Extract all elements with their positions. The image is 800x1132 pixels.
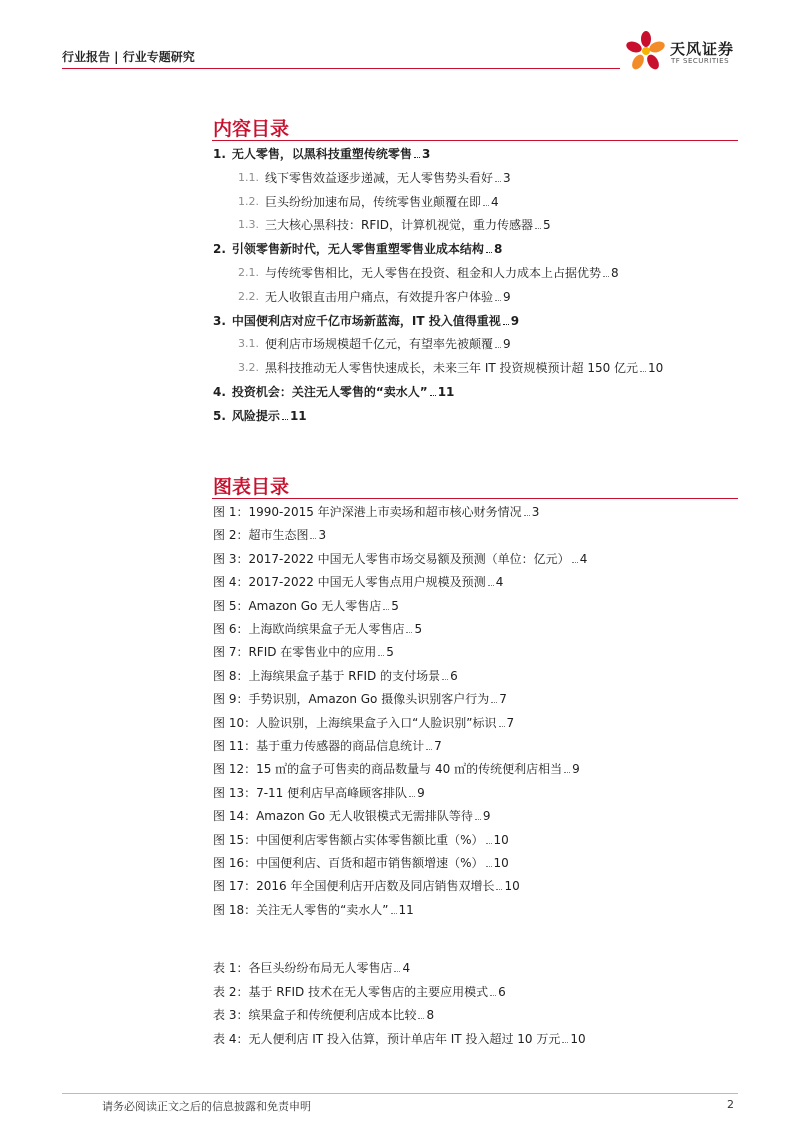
dot-leader (406, 632, 412, 633)
dot-leader (310, 538, 316, 539)
toc-entry-number: 5. (213, 408, 226, 423)
toc-entry-number: 2.2. (238, 289, 259, 303)
page-number: 2 (727, 1098, 734, 1111)
dot-leader (486, 843, 492, 844)
toc-entry-page: 7 (506, 715, 515, 730)
toc-entry-page: 9 (510, 313, 520, 328)
toc-entry-page: 10 (570, 1031, 586, 1046)
toc-entry-number: 1.1. (238, 170, 259, 184)
toc-entry-text: 无人零售，以黑科技重塑传统零售 (231, 147, 412, 161)
toc-entry-text: 中国便利店对应千亿市场新蓝海，IT 投入值得重视 (231, 313, 501, 328)
dot-leader (495, 300, 501, 301)
logo-flower-icon (624, 30, 668, 72)
toc-entry-page: 5 (391, 598, 399, 613)
dot-leader (572, 562, 578, 563)
dot-leader (490, 995, 496, 996)
company-logo (620, 28, 740, 72)
toc-entry-page: 5 (543, 218, 551, 233)
toc-entry-text: 三大核心黑科技：RFID，计算机视觉，重力传感器 (265, 218, 534, 233)
dot-leader (499, 726, 505, 727)
toc-entry-text: 图 3：2017-2022 中国无人零售市场交易额及预测（单位：亿元） (213, 551, 570, 566)
dot-leader (383, 609, 389, 610)
dot-leader (640, 371, 646, 372)
dot-leader (562, 1042, 568, 1043)
toc-entry-page: 3 (421, 147, 431, 161)
dot-leader (483, 205, 489, 206)
toc-entry-page: 9 (572, 762, 580, 777)
dot-leader (564, 772, 570, 773)
toc-entry-text: 便利店市场规模超千亿元，有望率先被颠覆 (265, 337, 494, 352)
toc-entry-text: 黑科技推动无人零售快速成长，未来三年 IT 投资规模预计超 150 亿元 (265, 361, 639, 376)
toc-entry-page: 3 (318, 528, 327, 543)
toc-entry-text: 投资机会：关注无人零售的“卖水人” (231, 385, 428, 399)
toc-entry-number: 2. (213, 242, 226, 257)
toc-entry-text: 表 3：缤果盒子和传统便利店成本比较 (213, 1008, 417, 1022)
toc-entry-page: 9 (503, 289, 511, 304)
toc-entry-text: 图 18：关注无人零售的“卖水人” (213, 902, 389, 917)
footer-divider (62, 1093, 738, 1094)
toc-entry-text: 图 14：Amazon Go 无人收银模式无需排队等待 (213, 809, 473, 824)
toc-entry-page: 9 (503, 337, 511, 352)
figures-title-rule (212, 498, 738, 499)
toc-entry-number: 1. (213, 147, 226, 161)
contents-title-rule (212, 140, 738, 141)
toc-entry-text: 表 4：无人便利店 IT 投入估算，预计单店年 IT 投入超过 10 万元 (213, 1031, 561, 1046)
toc-entry-page: 4 (402, 961, 411, 975)
toc-entry-text: 图 13：7-11 便利店早高峰顾客排队 (213, 785, 408, 800)
toc-entry-page: 3 (503, 170, 511, 185)
toc-entry-text: 与传统零售相比，无人零售在投资、租金和人力成本上占据优势 (265, 266, 602, 280)
toc-entry-page: 10 (648, 361, 664, 376)
breadcrumb: 行业报告 | 行业专题研究 (62, 50, 195, 64)
toc-entry-page: 4 (579, 551, 588, 566)
toc-entry-text: 风险提示 (231, 408, 280, 423)
toc-entry-page: 9 (417, 785, 425, 800)
toc-entry-page: 11 (437, 385, 455, 399)
dot-leader (418, 1018, 424, 1019)
toc-entry-text: 图 12：15 ㎡的盒子可售卖的商品数量与 40 ㎡的传统便利店相当 (213, 762, 563, 777)
dot-leader (409, 796, 415, 797)
disclaimer-note: 请务必阅读正文之后的信息披露和免责申明 (102, 1100, 311, 1113)
dot-leader (495, 347, 501, 348)
toc-entry-page: 8 (611, 266, 619, 280)
toc-entry-text: 图 17：2016 年全国便利店开店数及同店销售双增长 (213, 879, 495, 894)
dot-leader (282, 419, 288, 420)
contents-title: 内容目录 (213, 118, 290, 140)
toc-entry-text: 图 5：Amazon Go 无人零售店 (213, 598, 382, 613)
toc-entry-number: 3.1. (238, 337, 259, 351)
toc-entry-text: 线下零售效益逐步递减，无人零售势头看好 (265, 170, 494, 185)
dot-leader (495, 181, 501, 182)
dot-leader (496, 889, 502, 890)
toc-entry-page: 10 (493, 832, 509, 847)
toc-entry-number: 1.3. (238, 218, 259, 232)
toc-entry-page: 8 (493, 242, 503, 257)
toc-entry-text: 无人收银直击用户痛点，有效提升客户体验 (265, 289, 494, 304)
dot-leader (442, 679, 448, 680)
toc-entry-text: 图 4：2017-2022 中国无人零售点用户规模及预测 (213, 575, 486, 590)
toc-entry-page: 11 (289, 408, 307, 423)
toc-entry-text: 巨头纷纷加速布局，传统零售业颠覆在即 (265, 194, 482, 209)
dot-leader (475, 819, 481, 820)
dot-leader (535, 228, 541, 229)
dot-leader (394, 971, 400, 972)
dot-leader (503, 324, 509, 325)
logo-chinese-name: 天风证券 (670, 40, 735, 58)
toc-entry-page: 11 (398, 902, 414, 917)
toc-entry-text: 图 11：基于重力传感器的商品信息统计 (213, 739, 425, 753)
dot-leader (414, 157, 420, 158)
toc-entry-page: 6 (498, 984, 506, 999)
toc-entry-text: 图 2：超市生态图 (213, 528, 309, 543)
toc-entry-number: 2.1. (238, 266, 259, 279)
dot-leader (486, 252, 492, 253)
dot-leader (486, 866, 492, 867)
toc-entry-page: 6 (450, 668, 458, 683)
figures-title: 图表目录 (213, 476, 290, 498)
toc-entry-page: 8 (426, 1008, 435, 1022)
toc-entry-text: 图 9：手势识别，Amazon Go 摄像头识别客户行为 (213, 692, 490, 707)
toc-entry-page: 10 (504, 879, 520, 894)
toc-entry-text: 图 8：上海缤果盒子基于 RFID 的支付场景 (213, 668, 441, 683)
toc-entry-text: 图 10：人脸识别，上海缤果盒子入口“人脸识别”标识 (213, 715, 497, 730)
dot-leader (430, 395, 436, 396)
dot-leader (426, 749, 432, 750)
toc-entry-text: 图 6：上海欧尚缤果盒子无人零售店 (213, 622, 405, 636)
toc-entry-text: 图 15：中国便利店零售额占实体零售额比重（%） (213, 832, 484, 847)
dot-leader (378, 655, 384, 656)
toc-entry-page: 9 (482, 809, 491, 824)
dot-leader (391, 913, 397, 914)
toc-entry-page: 5 (386, 645, 394, 660)
toc-entry-page: 10 (493, 856, 509, 870)
toc-entry-page: 7 (434, 739, 442, 753)
logo-english-name: TF SECURITIES (671, 57, 730, 65)
toc-entry-page: 3 (531, 505, 540, 519)
dot-leader (603, 276, 609, 277)
toc-entry-number: 3.2. (238, 361, 259, 375)
dot-leader (491, 702, 497, 703)
toc-entry-number: 4. (213, 385, 226, 399)
dot-leader (488, 585, 494, 586)
toc-entry-number: 1.2. (238, 194, 259, 208)
toc-entry-page: 4 (495, 575, 504, 590)
toc-entry-text: 图 1：1990-2015 年沪深港上市卖场和超市核心财务情况 (213, 505, 522, 519)
toc-entry-text: 引领零售新时代，无人零售重塑零售业成本结构 (231, 242, 484, 257)
toc-entry-text: 表 2：基于 RFID 技术在无人零售店的主要应用模式 (213, 984, 489, 999)
toc-entry-text: 图 7：RFID 在零售业中的应用 (213, 645, 377, 660)
toc-entry-page: 5 (414, 622, 423, 636)
toc-entry-text: 图 16：中国便利店、百货和超市销售额增速（%） (213, 856, 484, 870)
toc-entry-page: 7 (499, 692, 507, 707)
toc-entry-number: 3. (213, 313, 226, 328)
toc-entry-page: 4 (491, 194, 499, 209)
toc-entry-text: 表 1：各巨头纷纷布局无人零售店 (213, 961, 393, 975)
dot-leader (524, 515, 530, 516)
